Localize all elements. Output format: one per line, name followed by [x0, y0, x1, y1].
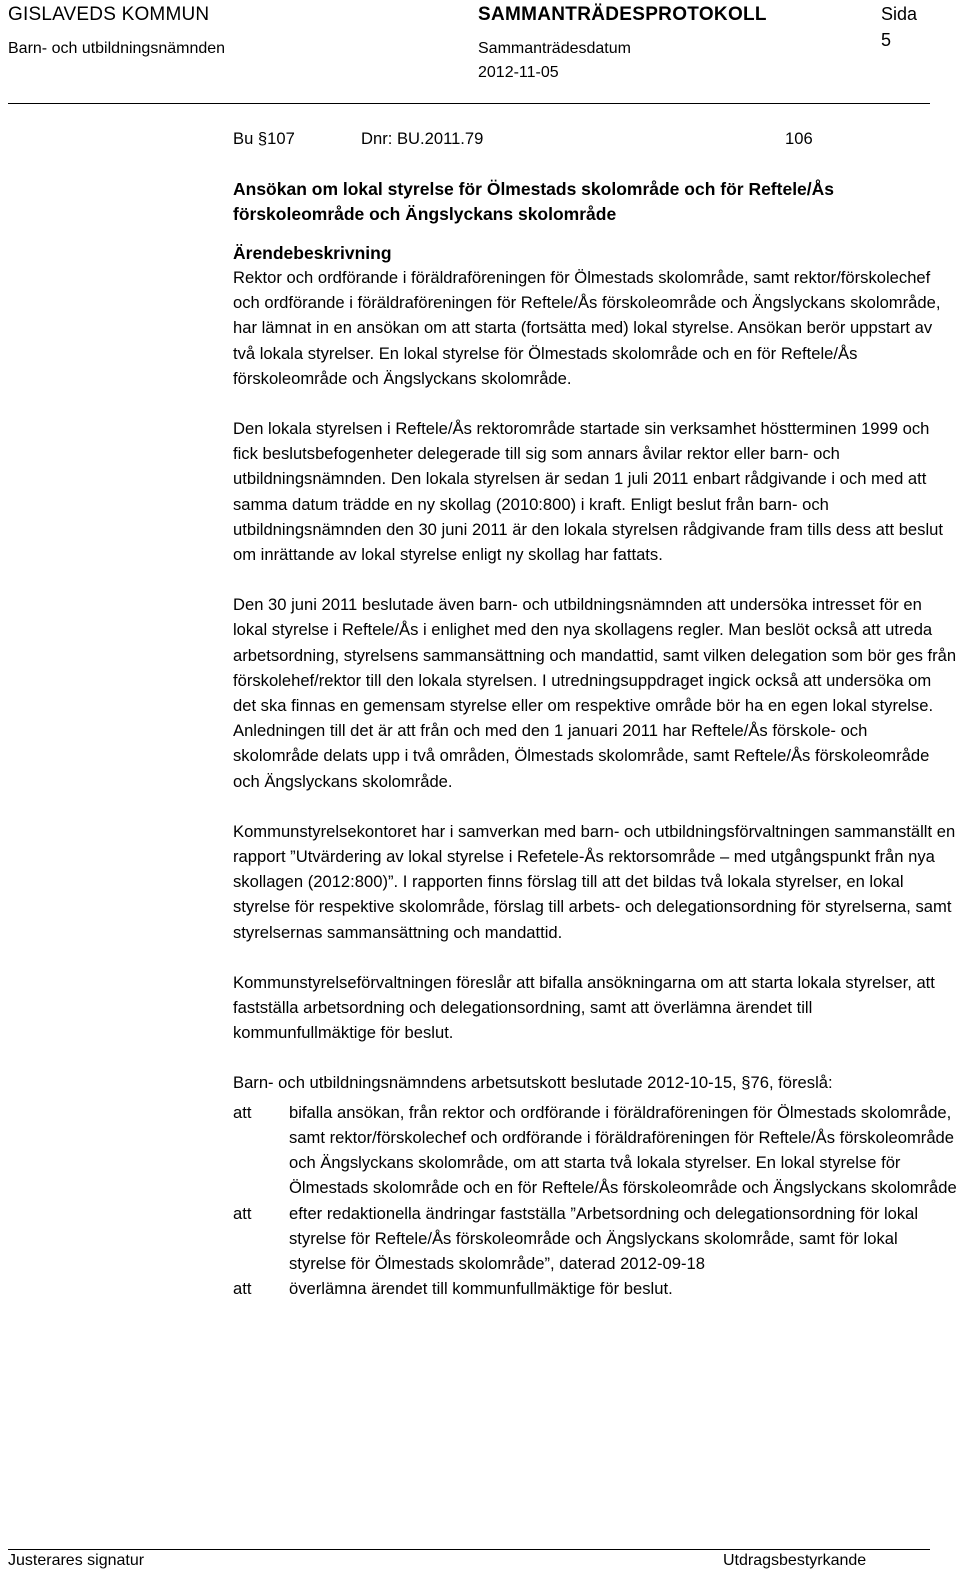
header-divider	[8, 103, 930, 104]
paragraph: Den lokala styrelsen i Reftele/Ås rektorområde startade sin verksamhet höstterminen 1999 och fick beslutsbefogenheter delegerade till sig som annars åvilar rektor eller barn- och utbildningsnämnden. Den lokala styrelsen är sedan 1 juli 2011 enbart rådgivande i och med att samma datum trädde en ny skollag (2010:800) i kraft. Enligt beslut från barn- och utbildningsnämnden den 30 juni 2011 är den lokala styrelsen rådgivande fram tills dess att beslut om inrättande av lokal styrelse enligt ny skollag har fattats.	[233, 419, 943, 565]
footer-divider	[8, 1549, 930, 1550]
meeting-date: 2012-11-05	[478, 64, 559, 81]
item-text: efter redaktionella ändringar fastställa ”Arbetsordning och delegationsordning för lokal styrelse för Reftele/Ås förskoleområde och Ängslyckans skolområde, samt för lokal styrelse för Ölmestads skolområde”, daterad 2012-09-18	[289, 1203, 919, 1273]
municipality-name: GISLAVEDS KOMMUN	[8, 4, 210, 25]
paragraph: Den 30 juni 2011 beslutade även barn- och utbildningsnämnden att undersöka intresset för en lokal styrelse i Reftele/Ås i enlighet med den nya skollagens regler. Man beslöt också att utreda arbetsordning, styrelsens sammansättning och mandattid, samt vilken delegation som bör ges från förskolehef/rektor till den lokala styrelsen. I utredningsuppdraget ingick också att undersöka om det ska finnas en gemensam styrelse eller om respektive område bör ha en egen lokal styrelse. Anledningen till det är att från och med den 1 januari 2011 har Reftele/Ås förskole- och skolområde delats upp i två områden, Ölmestads skolområde, samt Reftele/Ås förskoleområde och Ängslyckans skolområde.	[233, 595, 957, 791]
case-title: Ansökan om lokal styrelse för Ölmestads skolområde och för Reftele/Ås förskoleområde och Ängslyckans skolområde	[233, 179, 835, 224]
section-heading: Ärendebeskrivning	[233, 243, 392, 263]
header-left	[8, 4, 225, 58]
document-body	[233, 126, 957, 1301]
header-right	[881, 4, 917, 51]
extract-certification-label: Utdragsbestyrkande	[723, 1552, 867, 1569]
case-reference-line	[233, 126, 957, 152]
page-number: 5	[881, 30, 892, 50]
document-title: SAMMANTRÄDESPROTOKOLL	[478, 4, 767, 25]
item-keyword: att	[233, 1279, 252, 1299]
adjuster-signature-label: Justerares signatur	[8, 1552, 145, 1569]
board-name: Barn- och utbildningsnämnden	[8, 40, 226, 57]
paragraph: Rektor och ordförande i föräldraföreningen för Ölmestads skolområde, samt rektor/förskolechef och ordförande i föräldraföreningen för Reftele/Ås förskoleområde och Ängslyckans skolområde, har lämnat in en ansökan om att starta (fortsätta med) lokal styrelse. Ansökan berör uppstart av två lokala styrelser. En lokal styrelse för Ölmestads skolområde och en för Reftele/Ås förskoleområde och Ängslyckans skolområde.	[233, 268, 941, 388]
date-label: Sammanträdesdatum	[478, 40, 631, 57]
case-number: 106	[785, 129, 813, 148]
item-text: överlämna ärendet till kommunfullmäktige för beslut.	[289, 1279, 673, 1299]
proposal-item	[233, 1201, 957, 1277]
proposal-item	[233, 1100, 957, 1201]
item-keyword: att	[233, 1203, 252, 1223]
proposal-lead: Barn- och utbildningsnämndens arbetsutskott beslutade 2012-10-15, §76, föreslå:	[233, 1073, 833, 1093]
item-keyword: att	[233, 1102, 252, 1122]
diary-number: Dnr: BU.2011.79	[361, 129, 484, 148]
paragraph: Kommunstyrelseförvaltningen föreslår att bifalla ansökningarna om att starta lokala styrelser, att fastställa arbetsordning och delegationsordning, samt att överlämna ärendet till kommunfullmäktige för beslut.	[233, 972, 935, 1043]
paragraph: Kommunstyrelsekontoret har i samverkan med barn- och utbildningsförvaltningen sammanställt en rapport ”Utvärdering av lokal styrelse i Refetele-Ås rektorsområde – med utgångspunkt från nya skollagen (2012:800)”. I rapporten finns förslag till att det bildas två lokala styrelser, en lokal styrelse för respektive skolområde, förslag till arbets- och delegationsordning för styrelserna, samt styrelsernas sammansättning och mandattid.	[233, 821, 956, 942]
page-label: Sida	[881, 4, 918, 24]
proposal-item	[233, 1276, 957, 1301]
section-number: Bu §107	[233, 129, 295, 148]
header-middle	[478, 4, 767, 82]
item-text: bifalla ansökan, från rektor och ordförande i föräldraföreningen för Ölmestads skolområde, samt rektor/förskolechef och ordförande i föräldraföreningen för Reftele/Ås förskoleområde och Ängslyckans skolområde, om att starta två lokala styrelser. En lokal styrelse för Ölmestads skolområde och en för Reftele/Ås förskoleområde och Ängslyckans skolområde	[289, 1102, 957, 1198]
